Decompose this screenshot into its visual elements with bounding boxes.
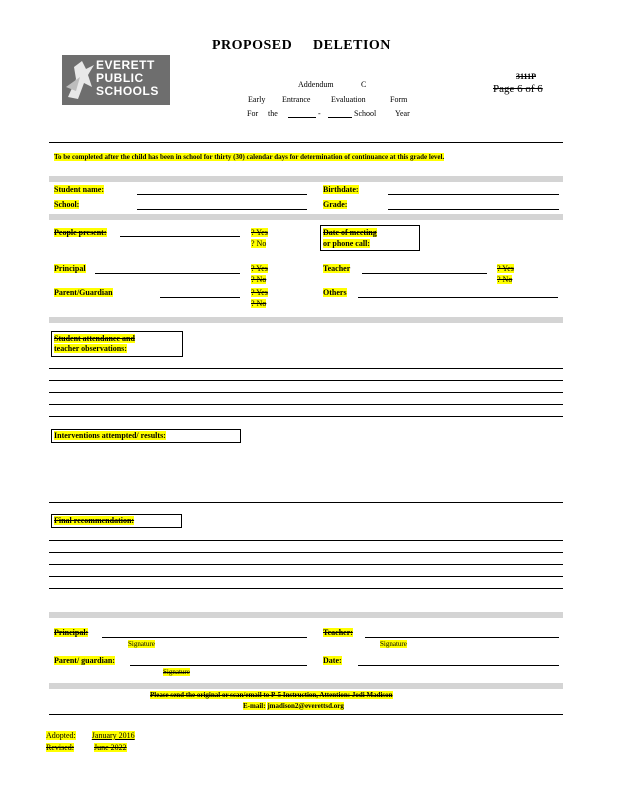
the-word: the [268,109,278,118]
attendance-label-1: Student attendance and [54,334,135,343]
form-word-entrance: Entrance [282,95,311,104]
attendance-line-2[interactable] [49,380,563,381]
school-logo [62,55,170,105]
recommendation-line-2[interactable] [49,552,563,553]
people-present-label: People present: [54,228,107,237]
revised-date: June 2022 [94,743,127,752]
email-label: E-mail: [243,702,266,710]
school-field[interactable] [137,209,307,210]
grade-label: Grade: [323,200,348,209]
revised-label: Revised: [46,743,74,752]
intro-text: To be completed after the child has been in school for thirty (30) calendar days for determination of continuance at this grade level. [54,153,445,161]
separator-bar [49,176,563,182]
teacher-label: Teacher [323,264,351,273]
student-name-field[interactable] [137,194,307,195]
form-word-early: Early [248,95,266,104]
principal-present-field[interactable] [95,273,240,274]
email-line [243,702,344,710]
teacher-present-field[interactable] [362,273,487,274]
final-recommendation-label: Final recommendation: [54,516,135,525]
send-instructions: Please send the original or scan/email to P-5 Instruction, Attention: Jodi Madison [150,691,393,699]
form-word-evaluation: Evaluation [331,95,366,104]
runner-logo-icon [64,57,98,103]
form-top-border [49,142,563,143]
attendance-label-2: teacher observations: [54,344,127,353]
birthdate-label: Birthdate: [323,185,359,194]
revised-line [46,743,127,752]
principal-signature-field[interactable] [102,637,307,638]
form-code: 3111P [516,72,537,81]
year-word: Year [395,109,410,118]
parent-signature-label: Parent/ guardian: [54,656,115,665]
attendance-line-3[interactable] [49,392,563,393]
others-field[interactable] [358,297,558,298]
school-label: School: [54,200,80,209]
recommendation-line-4[interactable] [49,576,563,577]
interventions-label: Interventions attempted/ results: [54,431,166,440]
logo-line-2: PUBLIC [96,71,144,85]
principal-signature-label: Principal: [54,628,89,637]
year-dash: - [318,109,321,118]
recommendation-line-1[interactable] [49,540,563,541]
parent-signature-field[interactable] [130,665,307,666]
principal-no-checkbox[interactable]: ? No [251,275,267,284]
separator-bar [49,612,563,618]
recommendation-line-5[interactable] [49,588,563,589]
people-present-field[interactable] [120,236,240,237]
others-label: Others [323,288,347,297]
parent-present-field[interactable] [160,297,240,298]
title-proposed: PROPOSED [212,38,293,53]
title-deletion: DELETION [313,38,391,53]
attendance-line-1[interactable] [49,368,563,369]
meeting-date-label-1: Date of meeting [323,228,377,237]
attendance-line-4[interactable] [49,404,563,405]
meeting-date-label-2: or phone call: [323,239,370,248]
principal-label: Principal [54,264,86,273]
year-start-line[interactable] [288,117,316,118]
attendance-line-5[interactable] [49,416,563,417]
parent-yes-checkbox[interactable]: ? Yes [251,288,268,297]
parent-no-checkbox[interactable]: ? No [251,299,267,308]
addendum-label: Addendum [298,80,334,89]
teacher-signature-caption: Signature [380,640,407,648]
email-link[interactable]: jmadison2@everettsd.org [267,702,344,710]
logo-line-3: SCHOOLS [96,84,159,98]
interventions-area-bottom[interactable] [49,502,563,503]
form-word-form: Form [390,95,408,104]
student-name-label: Student name: [54,185,105,194]
birthdate-field[interactable] [388,194,559,195]
separator-bar [49,214,563,220]
year-end-line[interactable] [328,117,352,118]
separator-bar [49,317,563,323]
page-number: Page 6 of 6 [493,83,543,95]
separator-bar [49,683,563,689]
principal-signature-caption: Signature [128,640,155,648]
principal-yes-checkbox[interactable]: ? Yes [251,264,268,273]
parent-signature-caption: Signature [163,668,190,676]
adopted-date: January 2016 [91,731,135,740]
teacher-signature-field[interactable] [365,637,559,638]
recommendation-line-3[interactable] [49,564,563,565]
logo-line-1: EVERETT [96,58,155,72]
school-word: School [354,109,377,118]
people-no-checkbox[interactable]: ? No [251,239,267,248]
people-yes-checkbox[interactable]: ? Yes [251,228,268,237]
adopted-label: Adopted: [46,731,76,740]
teacher-no-checkbox[interactable]: ? No [497,275,513,284]
for-word: For [247,109,259,118]
form-bottom-border [49,714,563,715]
adopted-line [46,731,135,740]
grade-field[interactable] [388,209,559,210]
addendum-letter: C [361,80,367,89]
date-label: Date: [323,656,342,665]
date-field[interactable] [358,665,559,666]
teacher-signature-label: Teacher: [323,628,353,637]
parent-guardian-label: Parent/Guardian [54,288,113,297]
teacher-yes-checkbox[interactable]: ? Yes [497,264,514,273]
